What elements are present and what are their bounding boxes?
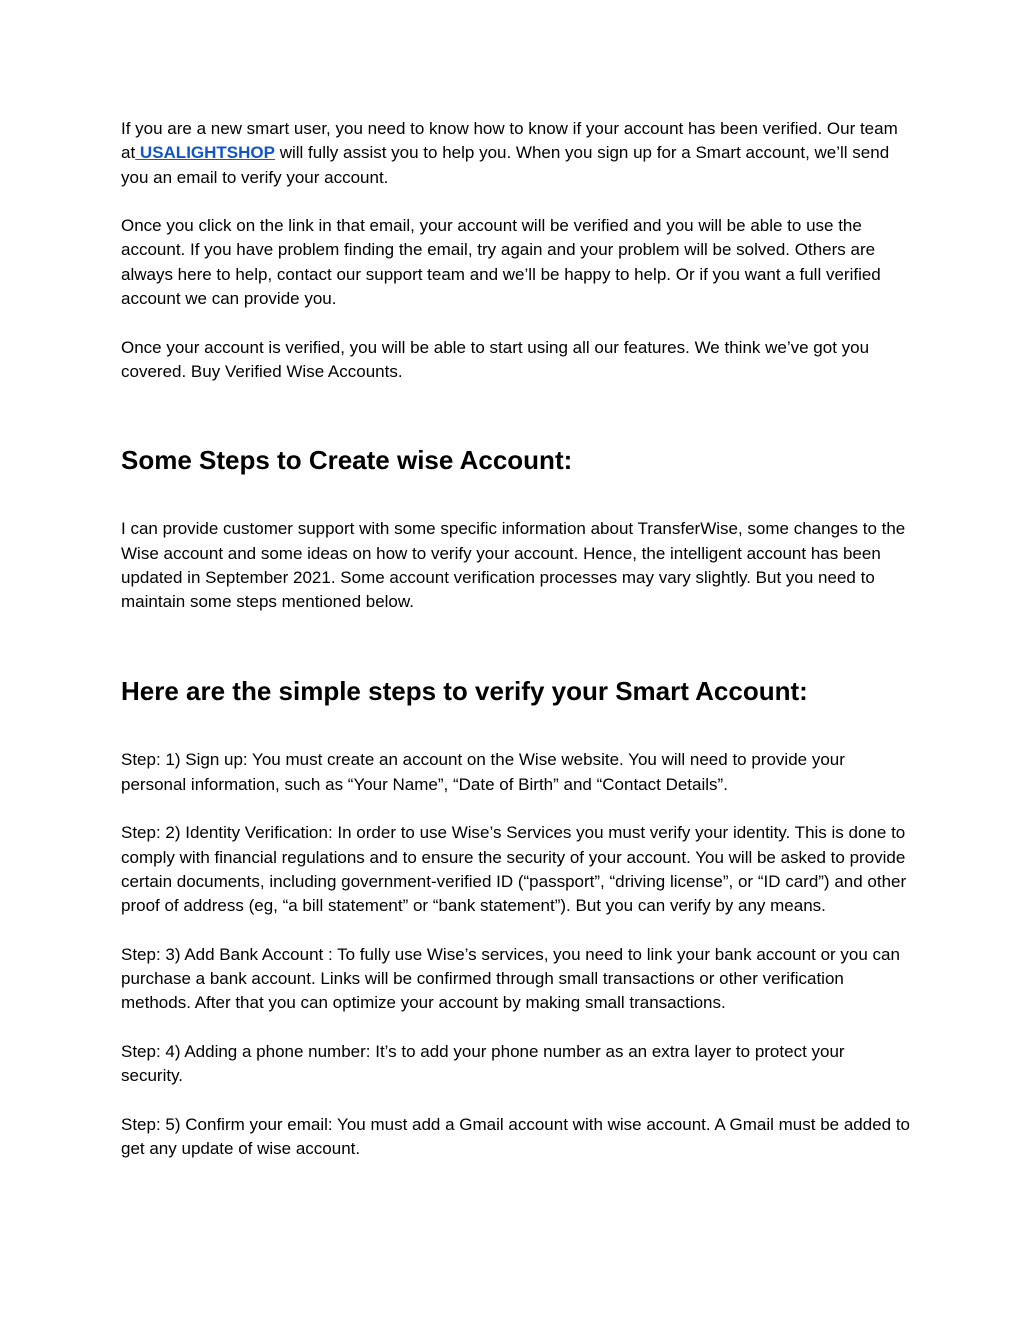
step-1: Step: 1) Sign up: You must create an account on the Wise website. You will need to provide your personal information, such as “Your Name”, “Date of Birth” and “Contact Details”. <box>121 750 845 794</box>
intro-paragraph-1 <box>121 117 911 190</box>
step-4: Step: 4) Adding a phone number: It’s to add your phone number as an extra layer to protect your security. <box>121 1042 845 1086</box>
intro-text-2: will fully assist you to help you. When you sign up for a Smart account, we’ll send you an email to verify your account. <box>121 143 890 187</box>
usalightshop-link[interactable]: USALIGHTSHOP <box>135 143 275 163</box>
section-heading-create-account: Some Steps to Create wise Account: <box>121 445 573 476</box>
section1-paragraph: I can provide customer support with some specific information about TransferWise, some changes to the Wise account and some ideas on how to verify your account. Hence, the intelligent account has been updated in September 2021. Some account verification processes may vary slightly. But you need to maintain some steps mentioned below. <box>121 519 906 612</box>
section-heading-verify-steps: Here are the simple steps to verify your Smart Account: <box>121 676 808 707</box>
step-3: Step: 3) Add Bank Account : To fully use Wise’s services, you need to link your bank account or you can purchase a bank account. Links will be confirmed through small transactions or other verification methods. After that you can optimize your account by making small transactions. <box>121 944 900 1013</box>
step-2: Step: 2) Identity Verification: In order to use Wise’s Services you must verify your identity. This is done to comply with financial regulations and to ensure the security of your account. You will be asked to provide certain documents, including government-verified ID (“passport”, “driving license”, or “ID card”) and other proof of address (eg, “a bill statement” or “bank statement”). But you can verify by any means. <box>121 823 907 916</box>
intro-paragraph-3: Once your account is verified, you will be able to start using all our features. We think we’ve got you covered. Buy Verified Wise Accounts. <box>121 337 870 381</box>
document-page <box>121 117 911 1162</box>
step-5: Step: 5) Confirm your email: You must add a Gmail account with wise account. A Gmail must be added to get any update of wise account. <box>121 1114 911 1159</box>
intro-paragraph-2: Once you click on the link in that email, your account will be verified and you will be able to use the account. If you have problem finding the email, try again and your problem will be solved. Others are always here to help, contact our support team and we’ll be happy to help. Or if you want a full verified account we can provide you. <box>121 216 881 309</box>
intro-text-1: If you are a new smart user, you need to know how to know if your account has been verified. Our team at <box>121 119 898 163</box>
